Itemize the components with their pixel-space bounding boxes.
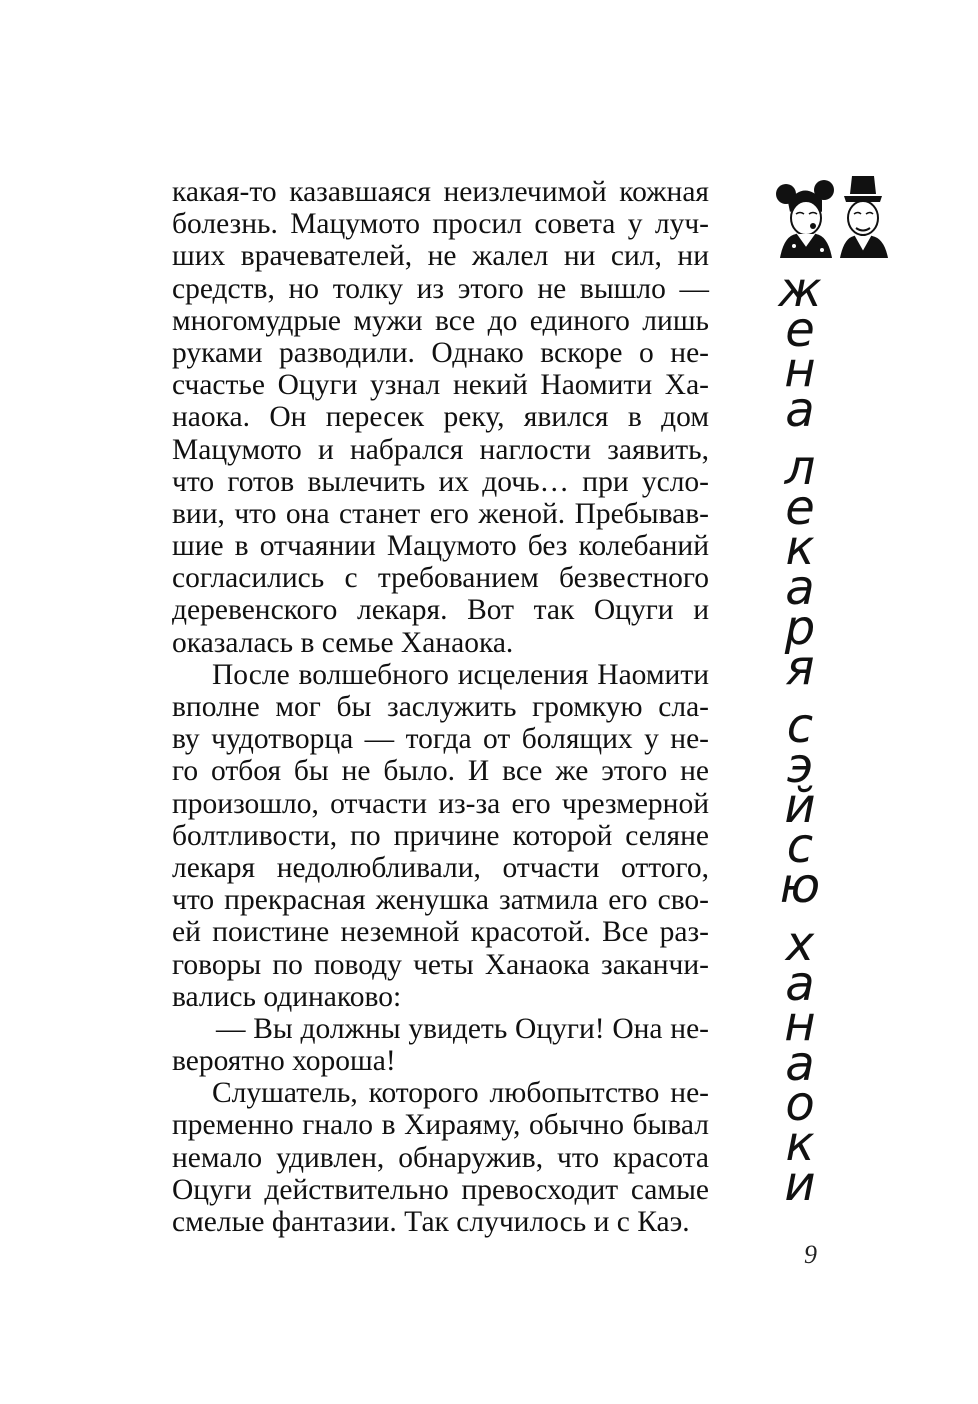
text-line: говоры по поводу четы Ханаока заканчи- bbox=[172, 948, 709, 981]
text-line: средств, но толку из этого не вышло — bbox=[172, 272, 709, 305]
page-number: 9 bbox=[804, 1240, 817, 1269]
side-title-vertical bbox=[770, 262, 850, 1212]
text-line: Слушатель, которого любопытство не- bbox=[212, 1077, 709, 1110]
side-title-word-2 bbox=[770, 440, 850, 696]
two-figures-illustration bbox=[774, 172, 892, 258]
text-line: ших врачевателей, не жалел ни сил, ни bbox=[172, 240, 709, 273]
side-title-letter: е bbox=[785, 302, 815, 358]
text-line: — Вы должны увидеть Оцуги! Она не- bbox=[216, 1012, 709, 1045]
side-title-letter: н bbox=[784, 996, 816, 1052]
text-line: болезнь. Мацумото просил совета у луч- bbox=[172, 208, 709, 241]
side-title-letter: ж bbox=[778, 262, 822, 318]
text-line: вполне мог бы заслужить громкую сла- bbox=[172, 691, 709, 723]
side-title-letter: к bbox=[785, 520, 815, 576]
side-title-letter: а bbox=[785, 560, 815, 616]
text-line: немало удивлен, обнаружив, что красота bbox=[172, 1141, 709, 1174]
text-line: руками разводили. Однако вскоре о не- bbox=[172, 336, 709, 369]
text-line: оказалась в семье Ханаока. bbox=[172, 626, 514, 659]
text-line: болтливости, по причине которой селяне bbox=[172, 819, 709, 852]
side-title-letter: х bbox=[785, 916, 815, 972]
text-line: лекаря недолюбливали, отчасти оттого, bbox=[172, 851, 709, 884]
side-title-letter: н bbox=[784, 342, 816, 398]
man-figure-icon bbox=[840, 176, 888, 258]
side-title-letter: о bbox=[785, 1076, 815, 1132]
text-line: го отбоя бы не было. И все же этого не bbox=[172, 755, 709, 788]
text-line: ей поистине неземной красотой. Все раз- bbox=[172, 916, 709, 949]
text-line: счастье Оцуги узнал некий Наомити Ха- bbox=[172, 369, 709, 402]
side-title-word-4 bbox=[770, 916, 850, 1212]
side-title-letter: с bbox=[786, 818, 814, 874]
side-title-letter: и bbox=[784, 1156, 816, 1212]
side-title-letter: р bbox=[784, 600, 816, 656]
text-line: что готов вылечить их дочь… при усло- bbox=[172, 465, 709, 498]
text-line: многомудрые мужи все до единого лишь bbox=[172, 304, 709, 337]
text-line: вии, что она станет его женой. Пребывав- bbox=[172, 497, 709, 530]
text-line: пременно гнало в Хираяму, обычно бывал bbox=[172, 1109, 709, 1142]
side-title-letter: я bbox=[785, 640, 815, 696]
text-line: шие в отчаянии Мацумото без колебаний bbox=[172, 530, 709, 563]
side-title-letter: а bbox=[785, 956, 815, 1012]
woman-figure-icon bbox=[776, 180, 834, 258]
side-title-letter: е bbox=[785, 480, 815, 536]
text-line: смелые фантазии. Так случилось и с Каэ. bbox=[172, 1206, 690, 1238]
side-title-letter: ю bbox=[779, 858, 821, 914]
text-line: что прекрасная женушка затмила его сво- bbox=[172, 884, 709, 917]
text-line: деревенского лекаря. Вот так Оцуги и bbox=[172, 594, 709, 627]
text-line: ву чудотворца — тогда от болящих у не- bbox=[172, 723, 709, 756]
text-line: какая-то казавшаяся неизлечимой кожная bbox=[172, 176, 709, 208]
side-title-letter: э bbox=[786, 738, 814, 794]
text-line: согласились с требованием безвестного bbox=[172, 562, 709, 595]
text-line: Мацумото и набрался наглости заявить, bbox=[172, 433, 709, 466]
text-line: произошло, отчасти из-за его чрезмерной bbox=[172, 787, 709, 820]
text-line: вероятно хороша! bbox=[172, 1045, 396, 1078]
text-line: Оцуги действительно превосходит самые bbox=[172, 1173, 709, 1206]
side-title-letter: к bbox=[785, 1116, 815, 1172]
side-title-word-1 bbox=[770, 262, 850, 438]
text-line: наока. Он пересек реку, явился в дом bbox=[172, 401, 709, 434]
side-title-letter: л bbox=[784, 440, 816, 496]
side-title-letter: а bbox=[785, 1036, 815, 1092]
side-title-letter: й bbox=[784, 778, 816, 834]
text-line: После волшебного исцеления Наомити bbox=[212, 658, 709, 691]
side-title-word-3 bbox=[770, 698, 850, 914]
side-title-letter: с bbox=[786, 698, 814, 754]
body-text bbox=[172, 176, 709, 1238]
text-line: вались одинаково: bbox=[172, 980, 402, 1013]
side-title-letter: а bbox=[785, 382, 815, 438]
